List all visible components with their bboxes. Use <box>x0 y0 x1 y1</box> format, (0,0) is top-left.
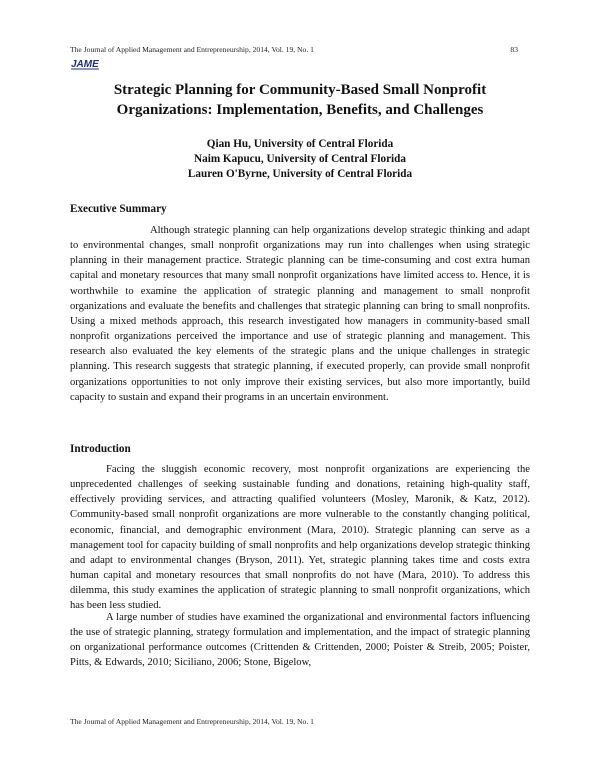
journal-citation: The Journal of Applied Management and Entrepreneurship, 2014, Vol. 19, No. 1 <box>70 45 314 54</box>
logo-lettering: JAME <box>71 59 99 70</box>
author-1: Qian Hu, University of Central Florida <box>206 138 394 150</box>
running-footer: The Journal of Applied Management and Entrepreneurship, 2014, Vol. 19, No. 1 <box>70 717 314 726</box>
author-3: Lauren O'Byrne, University of Central Florida <box>187 168 413 180</box>
introduction-heading: Introduction <box>70 443 131 455</box>
introduction-paragraph-1: Facing the sluggish economic recovery, most nonprofit organizations are experiencing the unprecedented challenges of seeking sustainable funding and donations, retaining high-quality staff, effectively providing services, and attracting qualified volunteers (Mosley, Maronik, & Katz, 2012). Community-based small nonprofit organizations are more vulnerable to the constantly changing political, economic, financial, and demographic environment (Mara, 2010). Strategic planning can serve as a management tool for capacity building of small nonprofits and help organizations develop strategic thinking and adapt to environmental changes (Bryson, 2011). Yet, strategic planning takes time and costs extra human capital and monetary resources that small nonprofits do not have (Mara, 2010). To address this dilemma, this study examines the application of strategic planning to small nonprofit organizations, which has been less studied. <box>70 464 530 612</box>
introduction-paragraph-2: A large number of studies have examined the organizational and environmental factors influencing the use of strategic planning, strategy formulation and implementation, and the impact of strategic planning on organizational performance outcomes (Crittenden & Crittenden, 2000; Poister & Streib, 2005; Poister, Pitts, & Edwards, 2010; Siciliano, 2006; Stone, Bigelow, <box>70 612 530 669</box>
author-2: Naim Kapucu, University of Central Florida <box>194 153 406 165</box>
executive-summary-heading: Executive Summary <box>70 203 167 215</box>
executive-summary-paragraph: Although strategic planning can help organizations develop strategic thinking and adapt to environmental changes, small nonprofit organizations may run into challenges when using strategic planning in their management practice. Strategic planning can be time-consuming and cost extra human capital and monetary resources that many small nonprofit organizations have limited access to. Hence, it is worthwhile to examine the application of strategic planning and management to small nonprofit organizations and evaluate the benefits and challenges that strategic planning can bring to small nonprofits. Using a mixed methods approach, this research investigated how managers in community-based small nonprofit organizations perceived the importance and use of strategic planning and management. This research also evaluated the key elements of the strategic plans and the unique challenges in strategic planning. This research suggests that strategic planning, if executed properly, can provide small nonprofit organizations opportunities to not only improve their existing services, but also more importantly, build capacity to sustain and expand their programs in an uncertain environment. <box>70 225 530 403</box>
author-list <box>70 137 530 182</box>
jame-logo-graphic <box>70 57 100 70</box>
page-number: 83 <box>510 45 518 54</box>
journal-logo <box>70 57 100 70</box>
article-title: Strategic Planning for Community-Based Small Nonprofit Organizations: Implementation, Benefits, and Challenges <box>113 82 487 118</box>
running-header <box>70 45 518 54</box>
